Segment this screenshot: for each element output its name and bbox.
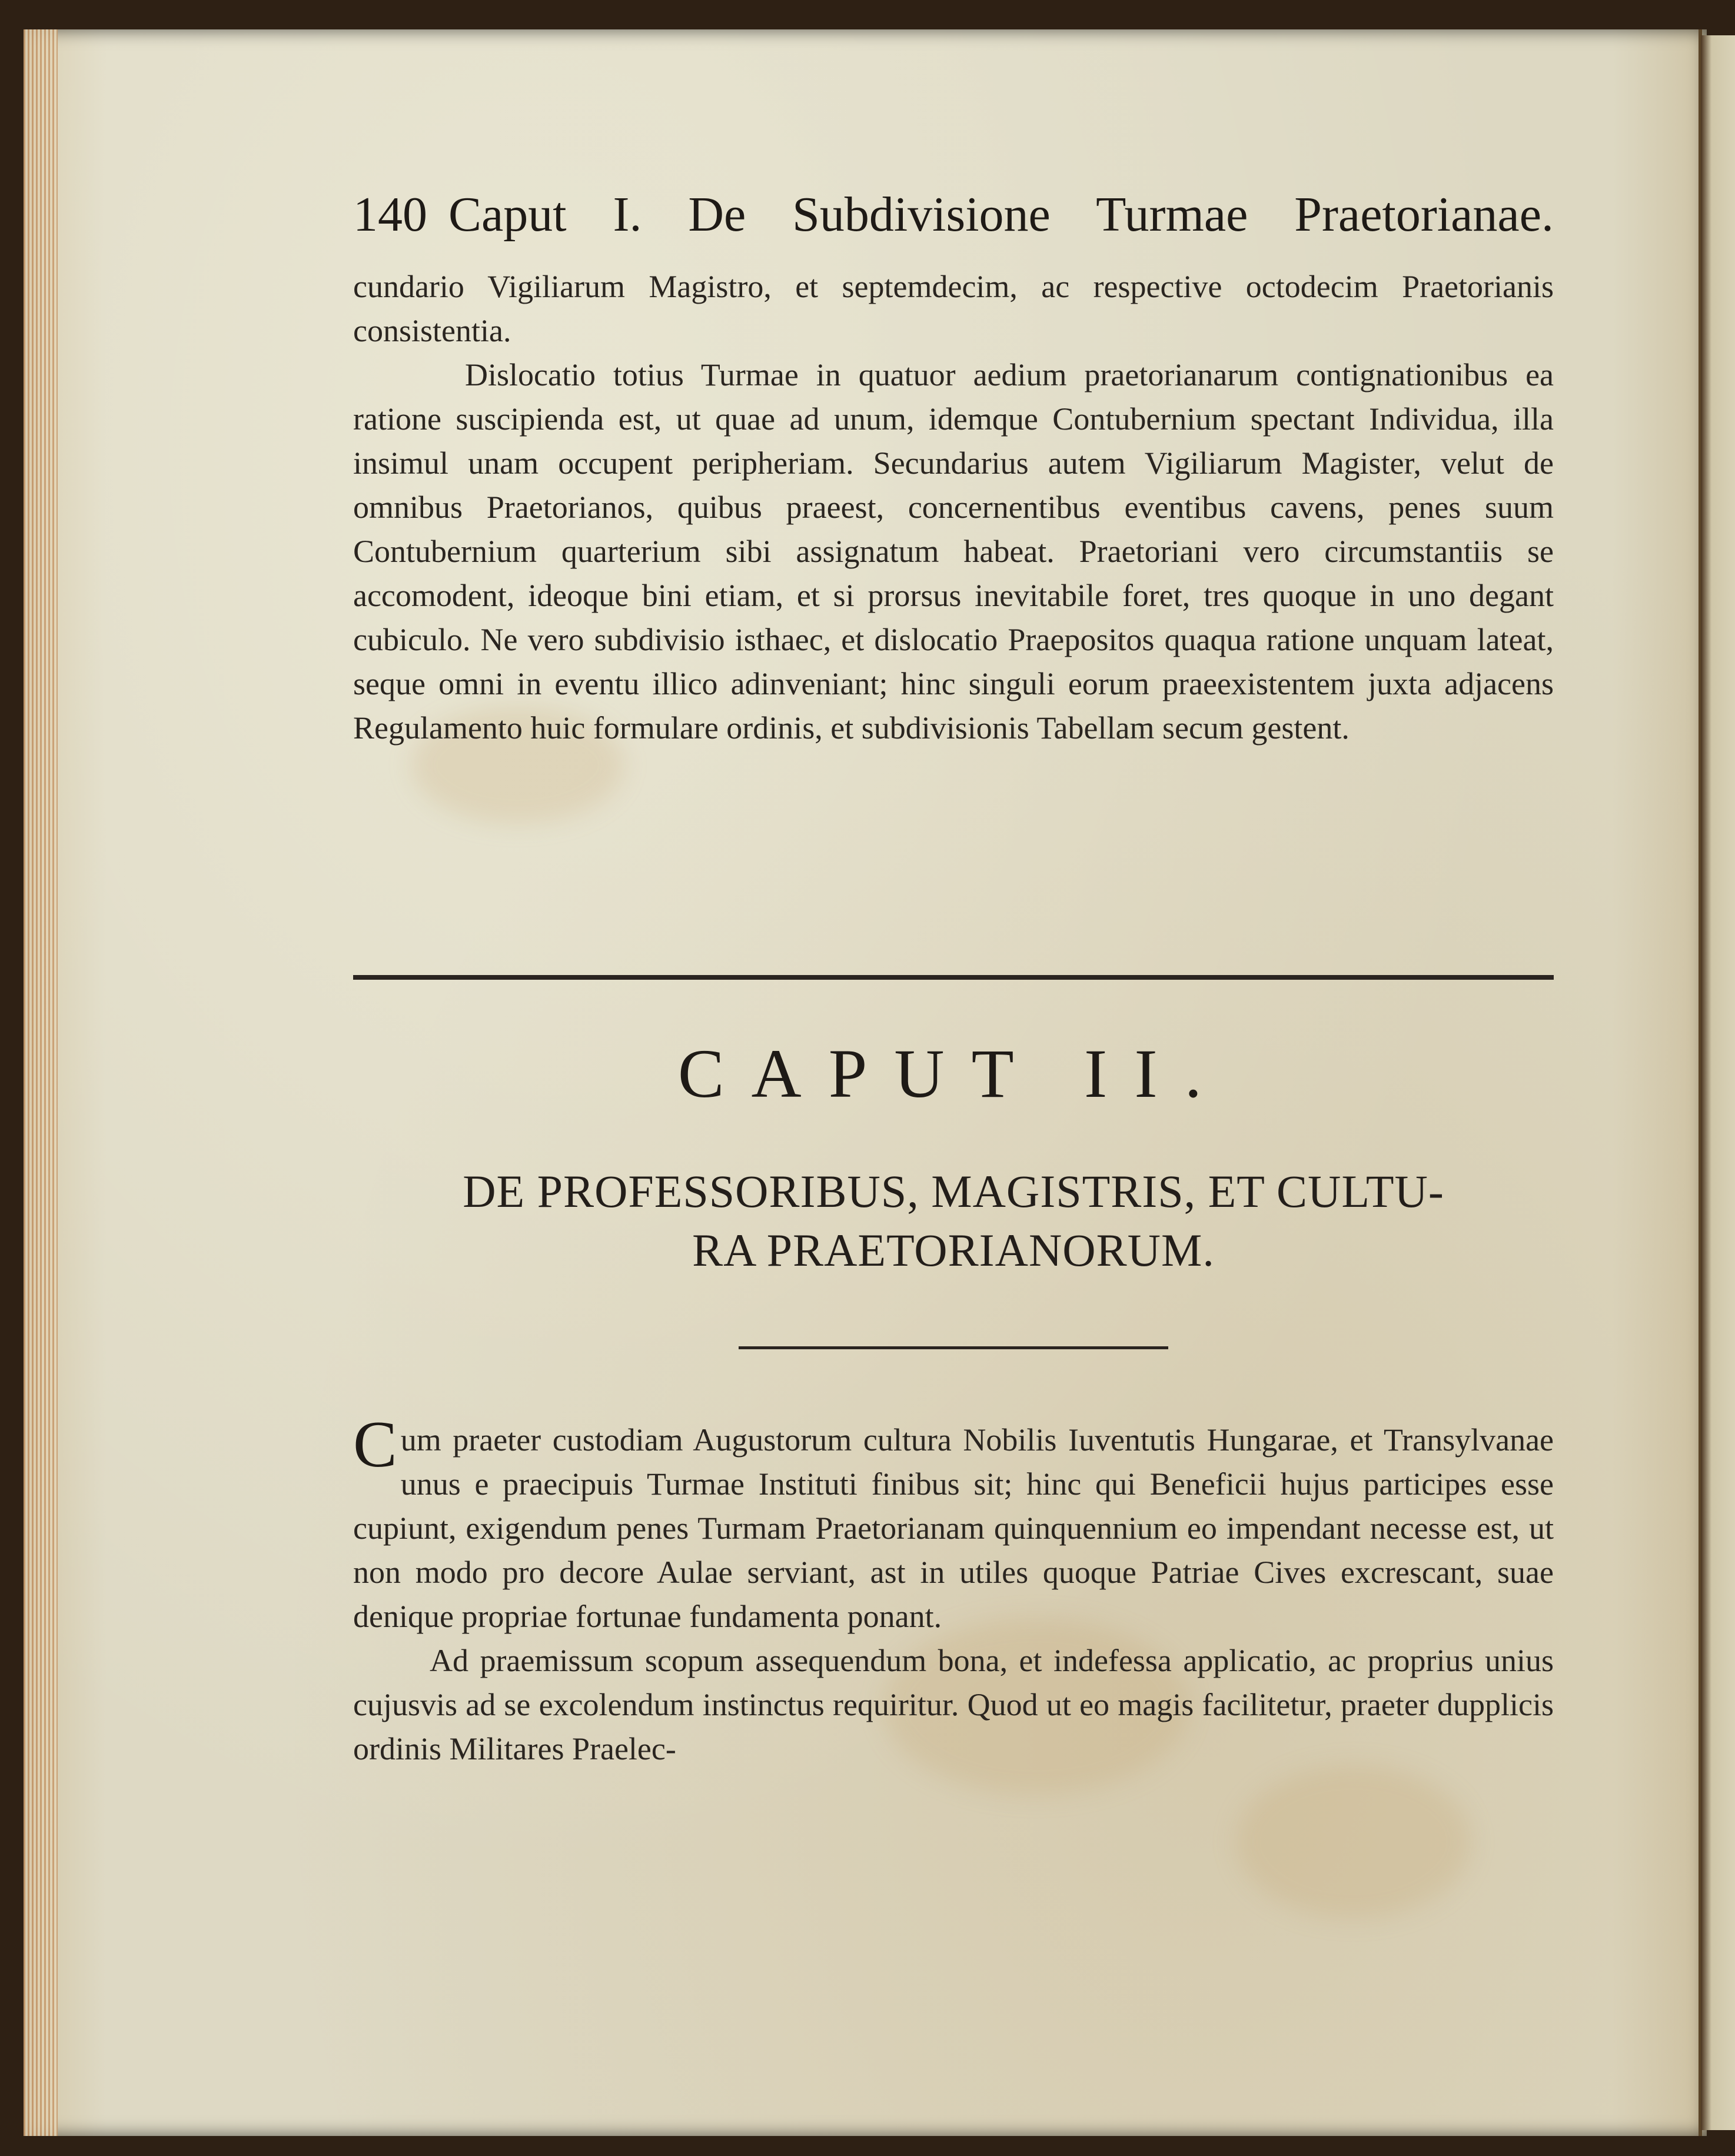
paragraph	[353, 1408, 1554, 1639]
section-divider-rule	[353, 975, 1554, 980]
chapter-subtitle	[353, 1162, 1554, 1280]
paragraph: Dislocatio totius Turmae in quatuor aedium praetorianarum contignationibus ea ratione suscipienda est, ut quae ad unum, idemque Contubernium spectant Individua, illa insimul unam occupent peripheriam. Secundarius autem Vigiliarum Magister, velut de omnibus Praetorianos, quibus praeest, concernentibus eventibus cavens, penes suum Contubernium quarterium sibi assignatum habeat. Praetoriani vero circumstantiis se accomodent, ideoque bini etiam, et si prorsus inevitabile foret, tres quoque in uno degant cubiculo. Ne vero subdivisio isthaec, et dislocatio Praepositos quaqua ratione unquam lateat, seque omni in eventu illico adinveniant; hinc singuli eorum praeexistentem juxta adjacens Regulamento huic formulare ordinis, et subdivisionis Tabellam secum gestent.	[353, 357, 1554, 746]
chapter-divider-rule	[739, 1346, 1168, 1349]
adjacent-page-edge	[1701, 35, 1735, 2130]
section-2-text	[353, 1408, 1554, 1771]
running-head	[353, 177, 1554, 253]
paragraph-text: um praeter custodiam Augustorum cultura Nobilis Iuventutis Hungarae, et Transylvanae unus e praecipuis Turmae Instituti finibus sit; hinc qui Beneficii hujus participes esse cupiunt, exigendum penes Turmam Praetorianam quinquennium eo impendant necesse est, ut non modo pro decore Aulae serviant, ast in utiles quoque Patriae Cives excrescant, suae denique propriae fortunae fundamenta ponant.	[353, 1422, 1554, 1634]
running-title: Caput I. De Subdivisione Turmae Praetorianae.	[448, 187, 1554, 242]
paragraph: cundario Vigiliarum Magistro, et septemdecim, ac respective octodecim Praetorianis consistentia.	[353, 269, 1554, 348]
page-edges	[24, 29, 58, 2136]
drop-cap: C	[353, 1408, 397, 1481]
chapter-heading: CAPUT II.	[677, 1035, 1229, 1112]
chapter-subtitle-line-1: DE PROFESSORIBUS, MAGISTRIS, ET CULTU-	[463, 1166, 1444, 1217]
page-number: 140	[353, 187, 427, 242]
chapter-subtitle-line-2: RA PRAETORIANORUM.	[692, 1225, 1215, 1276]
paper-stain	[1236, 1765, 1471, 1918]
section-1-text	[353, 265, 1554, 750]
paragraph: Ad praemissum scopum assequendum bona, et indefessa applicatio, ac proprius unius cujusvis ad se excolendum instinctus requiritur. Quod ut eo magis facilitetur, praeter dupplicis ordinis Militares Praelec-	[353, 1643, 1554, 1766]
